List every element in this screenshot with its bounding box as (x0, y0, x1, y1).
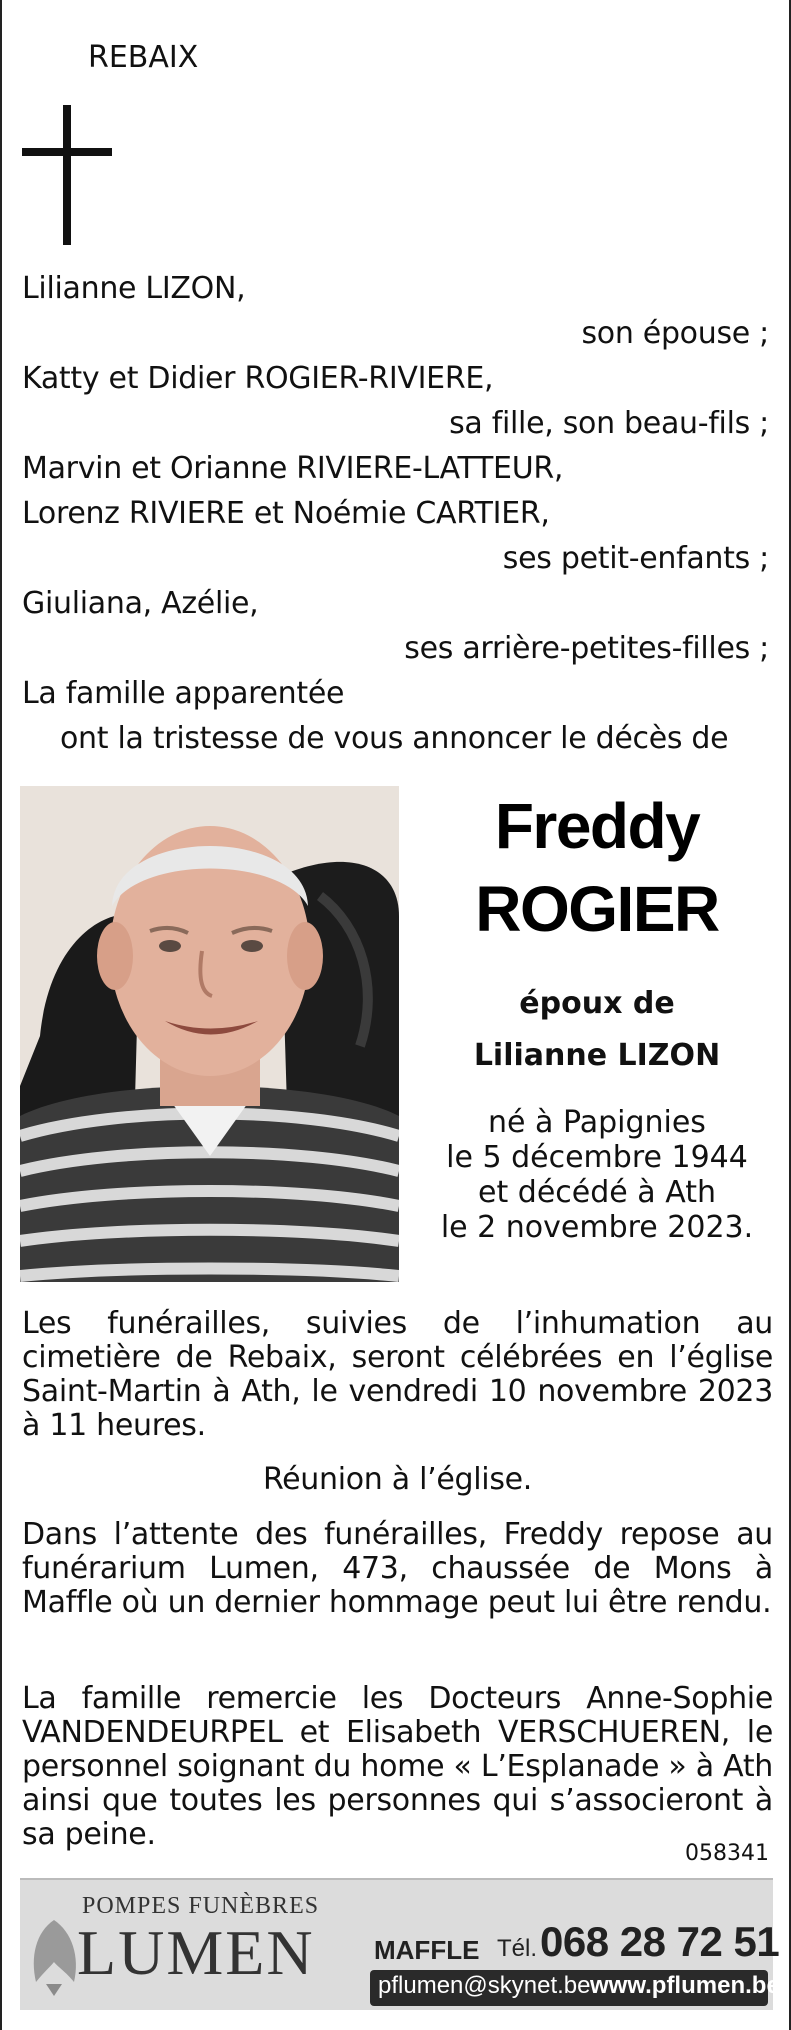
reference-number: 058341 (685, 1841, 769, 1866)
family-line-3: Katty et Didier ROGIER-RIVIERE, (22, 361, 494, 396)
website-text: www.pflumen.be (590, 1972, 780, 1999)
spouse-label: époux de (519, 986, 675, 1021)
death-date: le 2 novembre 2023. (440, 1210, 754, 1245)
funeral-home-city: MAFFLE (374, 1935, 480, 1965)
spouse-name: Lilianne LIZON (473, 1038, 721, 1073)
funeral-home-brand: LUMEN (77, 1917, 315, 1988)
cross-icon (22, 105, 112, 245)
deceased-photo (20, 786, 399, 1282)
family-line-9: ses arrière-petites-filles ; (404, 631, 769, 666)
family-line-10: La famille apparentée (22, 676, 345, 711)
family-line-6: Lorenz RIVIERE et Noémie CARTIER, (22, 496, 550, 531)
family-line-5: Marvin et Orianne RIVIERE-LATTEUR, (22, 451, 564, 486)
deceased-last-name: ROGIER (475, 873, 719, 945)
tel-label: Tél. (497, 1935, 538, 1962)
family-line-2: son épouse ; (581, 316, 769, 351)
meeting-line: Réunion à l’église. (262, 1462, 533, 1497)
deceased-first-name: Freddy (494, 790, 700, 862)
funeral-paragraph: Les funérailles, suivies de l’inhumation au cimetière de Rebaix, seront célébrées en l’église Saint-Martin à Ath, le vendredi 10 novembre 2023 à 11 heures. (22, 1306, 773, 1443)
dove-icon (26, 1912, 82, 2000)
funerarium-paragraph: Dans l’attente des funérailles, Freddy repose au funérarium Lumen, 473, chaussée de Mons à Maffle où un dernier hommage peut lui être rendu. (22, 1517, 773, 1620)
family-line-7: ses petit-enfants ; (502, 541, 769, 576)
thanks-paragraph: La famille remercie les Docteurs Anne-Sophie VANDENDEURPEL et Elisabeth VERSCHUEREN, le personnel soignant du home « L’Esplanade » à Ath ainsi que toutes les personnes qui s’associeront à sa peine. (22, 1681, 773, 1852)
family-line-8: Giuliana, Azélie, (22, 586, 259, 621)
email-text: pflumen@skynet.be (378, 1972, 591, 1999)
birth-date: le 5 décembre 1944 (446, 1140, 748, 1175)
announcement: ont la tristesse de vous annoncer le décès de (60, 721, 729, 756)
funeral-home-label: POMPES FUNÈBRES (82, 1893, 320, 1919)
death-place: et décédé à Ath (478, 1175, 716, 1210)
family-line-1: Lilianne LIZON, (22, 271, 246, 306)
family-line-4: sa fille, son beau-fils ; (449, 406, 769, 441)
birth-place: né à Papignies (488, 1105, 706, 1140)
location-heading: REBAIX (88, 40, 199, 75)
tel-number: 068 28 72 51 (540, 1918, 780, 1965)
